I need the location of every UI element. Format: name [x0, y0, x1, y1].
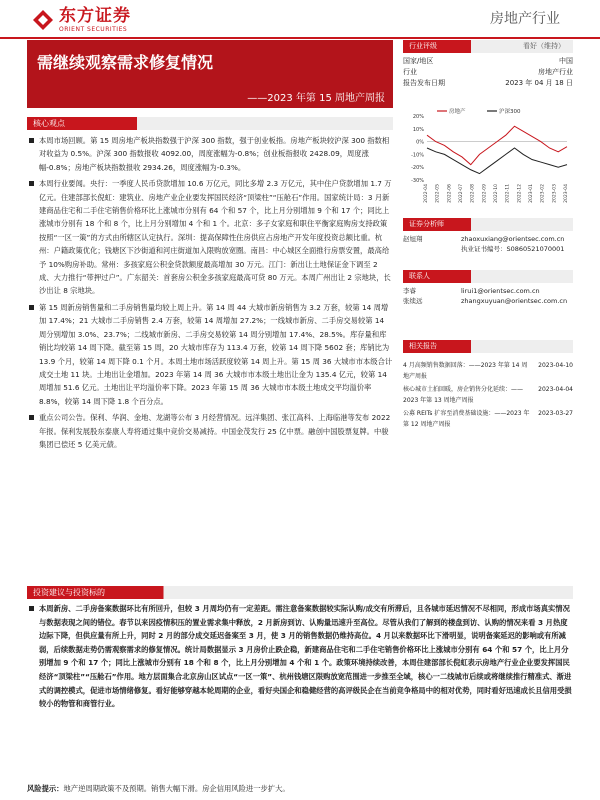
info-row: 报告发布日期 2023 年 04 月 18 日: [403, 79, 573, 87]
contact-email[interactable]: zhangxuyuan@orientsec.com.cn: [461, 297, 568, 305]
core-bullet-news: 本周行业要闻。央行：一季度人民币贷款增加 10.6 万亿元，同比多增 2.3 万亿元，其中住户贷款增加 1.7 万亿元。住建部部长倪虹：建筑业、房地产业企业要发挥国民经济“顶梁柱”“压舱石”作用。国家统计局：3 月新建商品住宅和二手住宅销售价格环比上涨城市分别有 64 个和 57 个，比上月分别增加 9 个和 17 个；同比上涨城市分别有 18 个和 8 个，比上月分别增加 4 个和 1 个。北京：多子女家庭和职住平衡家庭购房支持政策按照“一区一策”的方式由所辖区认定执行。深圳：提高保障性住房供应占房地产开发年度投资总额比重。杭州：户籍政策优化；钱塘区下沙街道和河庄街道加入限购放宽圈。南昌：中心城区全面推行房票安置，最高给予 10%购房补助。常州：多孩家庭公积金贷款额度最高增加 30 万元。江门：新出让土地保证金下调至 2 成、大力推行“带押过户”。广东韶关：首套房公积金多孩家庭最高可贷 80 万元。本周广州出让 2 宗地块，长沙出让 8 宗地块。: [27, 177, 393, 298]
title-banner: [27, 40, 393, 108]
x-tick-label: 2022-09: [482, 184, 488, 203]
core-body: [27, 134, 393, 451]
core-bullet-market: 本周市场回顾。第 15 周房地产板块指数强于沪深 300 指数，强于创业板指。房地产板块较沪深 300 指数相对收益为 0.5%。沪深 300 指数报收 4092.00，周度涨幅为-0.8%；创业板指报收 2428.09，周度涨幅-0.8%；房地产板块指数报收 2934.26，周度涨幅为-0.3%。: [27, 134, 393, 174]
risk-text: 地产逆周期政策不及预期。销售大幅下滑。房企信用风险进一步扩大。: [63, 784, 290, 793]
x-tick-label: 2023-02: [540, 184, 546, 203]
x-tick-label: 2022-11: [505, 184, 511, 203]
info-table: [403, 56, 573, 89]
series-line-0: [427, 126, 567, 164]
rating-value: 看好（维持）: [523, 42, 565, 50]
related-item[interactable]: 4 月高频销售数据回落：——2023 年第 14 周地产周报 2023-04-10: [403, 362, 573, 380]
logo-cn: 东方证券: [59, 5, 131, 26]
x-tick-label: 2022-05: [435, 184, 441, 203]
y-tick-label: 10%: [412, 126, 424, 133]
risk-label: 风险提示：: [27, 784, 64, 793]
report-title: 需继续观察需求修复情况: [37, 53, 214, 72]
related-header: 相关报告: [403, 340, 573, 353]
contact-email[interactable]: lirui1@orientsec.com.cn: [461, 287, 540, 295]
series-line-1: [427, 148, 567, 174]
analyst-header: 证券分析师: [403, 218, 573, 231]
related-item[interactable]: 核心城市土拍回暖，房企销售分化延续：——2023 年第 13 周地产周报 2023-04-04: [403, 386, 573, 404]
contact-name: 李睿: [403, 287, 416, 295]
contact-block: [403, 286, 573, 306]
analyst-cert: 执业证书编号：S0860521070001: [461, 245, 565, 253]
chart-svg: [403, 106, 573, 210]
x-tick-label: 2023-03: [552, 184, 558, 203]
header-divider: [0, 37, 600, 39]
x-tick-label: 2023-01: [529, 184, 534, 203]
x-tick-label: 2023-04: [564, 184, 569, 203]
info-row: 行业 房地产行业: [403, 68, 573, 76]
x-tick-label: 2022-08: [470, 184, 476, 203]
logo-mark-icon: [32, 9, 54, 31]
x-tick-label: 2022-04: [424, 184, 429, 203]
contact-name: 张续远: [403, 297, 423, 305]
contact-header: 联系人: [403, 270, 573, 283]
related-item[interactable]: 公募 REITs 扩容至消费基础设施：——2023 年第 12 周地产周报 2023-03-27: [403, 410, 573, 428]
report-subtitle: ——2023 年第 15 周地产周报: [247, 93, 385, 104]
core-bullet-sales: 第 15 周新房销售量和二手房销售量均较上周上升。第 14 周 44 大城市新房销售为 3.2 万套，较第 14 周增加 17.4%；21 大城市二手房销售 2.4 万套，较第 14 周增加 27.2%；一线城市新房、二手房交易较第 14 周分别增加 3.0%、23.7%；二线城市新房、二手房交易较第 14 周分别增加 17.4%、28.5%。库存量和库销比均较第 14 周下降。截至第 15 周，20 大城市库存为 113.4 万套，较第 14 周下降 5602 套；库销比为 13.9 个月，较第 14 周下降 0.1 个月。本周土地市场活跃度较第 14 周上升。第 15 周 36 大城市市本级合计成交土地 11 块。土地出让金增加。2023 年第 14 周 36 大城市市本级土地出让金为 135.4 亿元，较第 14 周增加 51.6 亿元。土地出让平均溢价率下降。2023 年第 15 周 36 大城市市本级土地成交平均溢价率 8.8%，较第 14 周下降 1.8 个百分点。: [27, 301, 393, 408]
logo-en: ORIENT SECURITIES: [59, 25, 128, 33]
core-bullet-company: 重点公司公告。保利、华润、金地、龙湖等公布 3 月经营情况。远洋集团、张江高科、上海临港等发布 2022 年报。保利发展股东泰康人寿将通过集中竞价交易减持。中国金茂发行 25 亿中票。融创中国股票复牌。中骏集团已偿还 5 亿美元债。: [27, 411, 393, 451]
y-tick-label: -20%: [411, 165, 424, 172]
x-tick-label: 2022-07: [459, 184, 464, 203]
y-tick-label: 0%: [416, 139, 424, 146]
y-tick-label: -30%: [411, 178, 424, 184]
legend-label: 沪深300: [499, 109, 521, 115]
risk-note: [27, 784, 573, 794]
x-tick-label: 2022-12: [517, 184, 523, 203]
x-tick-label: 2022-06: [447, 184, 453, 203]
rating-label: 行业评级: [409, 42, 437, 50]
investment-bullet: 本周新房、二手房备案数据环比有所回升，但较 3 月周均仍有一定差距。需注意备案数据较实际认购/成交有所滞后，且各城市延迟情况不尽相同，形成市场真实情况与数据表现之间的错位。春节以来因疫情积压的置业需求集中释放，2 月新房到访、认购量迅速升至高位。尽管从我们了解到的楼盘到访、认购的情况来看 3 月热度边际下降，但供应量有所上升，同时 2 月的部分成交延迟备案至 3 月，使 3 月的销售数据仍维持高位。4 月以来数据环比下滑明显，说明备案延迟的影响或有所减弱，后续数据走势仍需观察需求的修复情况。统计局数据显示 3 月房价止跌企稳，新建商品住宅和二手住宅销售价格环比上涨城市分别有 64 个和 57 个，比上月分别增加 9 个和 17 个；同比上涨城市分别有 18 个和 8 个，比上月分别增加 4 个和 1 个。政策环境持续改善，本周住建部部长倪虹表示房地产行业企业要发挥国民经济“顶梁柱”“压舱石”作用。地方层面集合北京房山区试点“一区一策”、杭州钱塘区限购放宽范围进一步推至全域，核心一二线城市后续或将继续推行精准式、渐进式的调控模式，促进市场情绪修复。看好能够穿越本轮周期的企业，看好央国企和稳健经营的高评级民企在当前竞争格局中的相对优势，同时看好迅速成长且信用受损较小的物管和商管行业。: [27, 602, 573, 711]
legend-label: 房地产: [449, 109, 466, 115]
y-tick-label: 20%: [412, 114, 424, 120]
price-chart: [403, 106, 573, 210]
analyst-email[interactable]: zhaoxuxiang@orientsec.com.cn: [461, 235, 565, 243]
y-tick-label: -10%: [411, 152, 424, 159]
core-header: 核心观点: [27, 117, 393, 130]
x-tick-label: 2022-10: [494, 184, 499, 203]
analyst-name: 赵旭翔: [403, 235, 423, 243]
industry-label: 房地产行业: [490, 11, 560, 27]
rating-bar: [403, 40, 573, 53]
investment-header: 投资建议与投资标的: [27, 586, 573, 599]
related-list: [403, 360, 573, 430]
analyst-block: [403, 234, 573, 254]
investment-body: [27, 602, 573, 711]
info-row: 国家/地区 中国: [403, 57, 573, 65]
company-logo: [32, 2, 156, 38]
